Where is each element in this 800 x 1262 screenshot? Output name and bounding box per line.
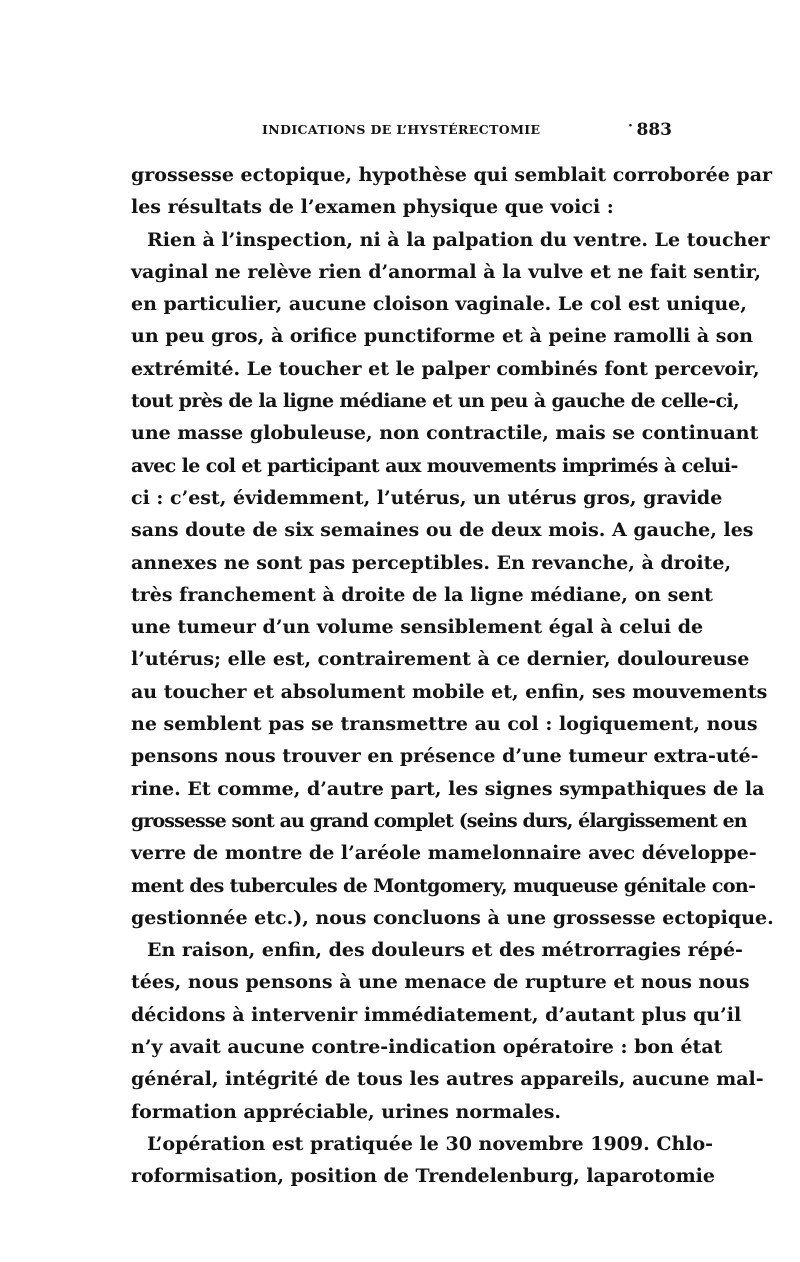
text-line: verre de montre de l’aréole mamelonnaire avec développe- — [131, 842, 757, 865]
text-line: ment des tubercules de Montgomery, muqueuse génitale con- — [131, 874, 756, 897]
text-line: en particulier, aucune cloison vaginale. Le col est unique, — [131, 293, 747, 316]
text-line: ci : c’est, évidemment, l’utérus, un utérus gros, gravide — [131, 486, 723, 509]
text-line: au toucher et absolument mobile et, enfin, ses mouvements — [131, 680, 768, 703]
text-line: un peu gros, à orifice punctiforme et à peine ramolli à son — [131, 325, 753, 348]
margin-mark: · — [628, 118, 633, 134]
text-line: ne semblent pas se transmettre au col : logiquement, nous — [131, 713, 758, 736]
text-line: gestionnée etc.), nous concluons à une grossesse ectopique. — [131, 906, 774, 929]
text-line: formation appréciable, urines normales. — [131, 1100, 562, 1123]
paragraph-start-line: Rien à l’inspection, ni à la palpation du ventre. Le toucher — [147, 228, 770, 251]
text-line: annexes ne sont pas perceptibles. En revanche, à droite, — [131, 551, 732, 574]
text-line: très franchement à droite de la ligne médiane, on sent — [131, 583, 713, 606]
text-line: rine. Et comme, d’autre part, les signes sympathiques de la — [131, 777, 765, 800]
body-text — [131, 159, 774, 1193]
paragraph-start-line: L’opération est pratiquée le 30 novembre 1909. Chlo- — [147, 1132, 714, 1155]
text-line: général, intégrité de tous les autres appareils, aucune mal- — [131, 1068, 764, 1091]
text-line: n’y avait aucune contre-indication opératoire : bon état — [131, 1036, 723, 1059]
text-line: tées, nous pensons à une menace de rupture et nous nous — [131, 971, 750, 994]
text-line: roformisation, position de Trendelenburg, laparotomie — [131, 1165, 715, 1188]
text-line: avec le col et participant aux mouvements imprimés à celui- — [131, 454, 738, 477]
page-number: 883 — [636, 120, 672, 140]
text-line: décidons à intervenir immédiatement, d’autant plus qu’il — [131, 1003, 742, 1026]
paragraph-start-line: En raison, enfin, des douleurs et des métrorragies répé- — [147, 939, 743, 962]
text-line: grossesse ectopique, hypothèse qui semblait corroborée par — [131, 164, 773, 186]
text-line: l’utérus; elle est, contrairement à ce dernier, douloureuse — [131, 648, 750, 671]
text-line: une tumeur d’un volume sensiblement égal à celui de — [131, 616, 704, 639]
text-line: vaginal ne relève rien d’anormal à la vulve et ne fait sentir, — [131, 260, 761, 283]
text-line: une masse globuleuse, non contractile, mais se continuant — [131, 422, 759, 445]
text-line: tout près de la ligne médiane et un peu à gauche de celle-ci, — [131, 390, 740, 413]
text-line: grossesse sont au grand complet (seins durs, élargissement en — [131, 809, 747, 832]
text-line: extrémité. Le toucher et le palper combinés font percevoir, — [131, 357, 760, 380]
text-line: les résultats de l’examen physique que voici : — [131, 196, 614, 219]
running-title: INDICATIONS DE L’HYSTÉRECTOMIE — [262, 122, 541, 137]
text-line: pensons nous trouver en présence d’une tumeur extra-uté- — [131, 745, 759, 768]
text-line: sans doute de six semaines ou de deux mois. A gauche, les — [131, 519, 754, 542]
running-head — [262, 118, 672, 144]
